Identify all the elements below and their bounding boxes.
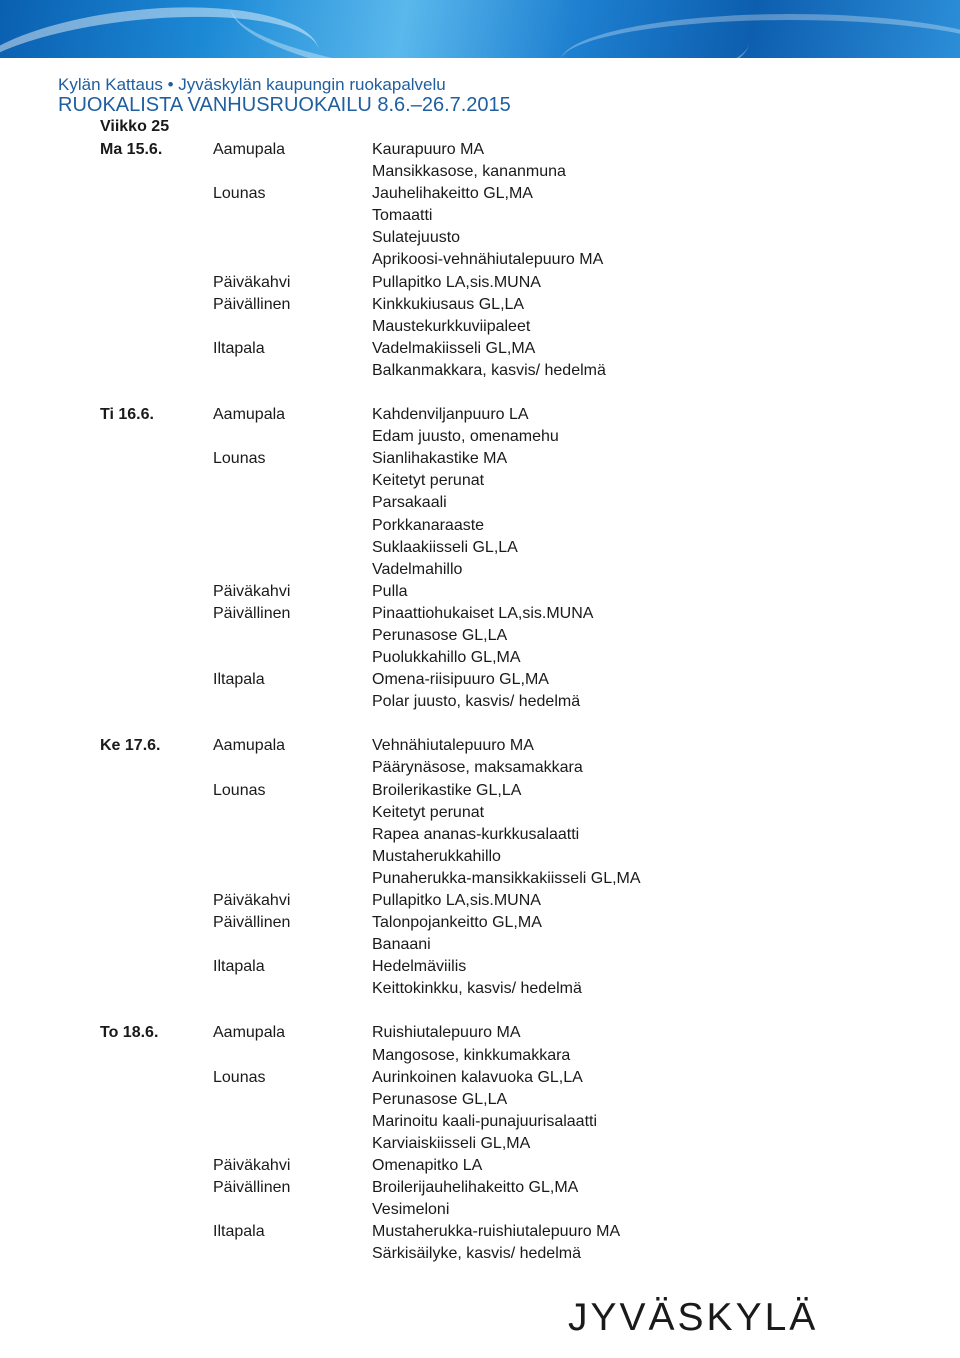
dish-item: Kaurapuuro MA [372, 141, 485, 158]
meal-row [0, 1155, 960, 1177]
dish-item: Omena-riisipuuro GL,MA [372, 671, 549, 689]
dish-item: Suklaakiisseli GL,LA [372, 538, 518, 556]
meal-name: Lounas [213, 450, 266, 468]
day-block [0, 404, 960, 713]
dish-item: Sulatejuusto [372, 229, 461, 247]
logo-text: JYVÄSKYLÄ [568, 1296, 819, 1339]
dish-item: Hedelmäviilis [372, 958, 467, 976]
menu-days [0, 139, 960, 1288]
day-block [0, 139, 960, 382]
meal-row [0, 890, 960, 912]
dish-item: Marinoitu kaali-punajuurisalaatti [372, 1112, 598, 1130]
meal-row [0, 272, 960, 294]
dish-item: Polar juusto, kasvis/ hedelmä [372, 693, 581, 711]
meal-name: Aamupala [213, 1024, 286, 1042]
dish-item: Parsakaali [372, 494, 447, 512]
meal-name: Päivällinen [213, 914, 291, 932]
meal-name: Lounas [213, 781, 266, 799]
day-block [0, 1022, 960, 1265]
dish-item: Sianlihakastike MA [372, 450, 508, 468]
dish-item: Vesimeloni [372, 1201, 450, 1219]
meal-row [0, 1022, 960, 1066]
meal-name: Iltapala [213, 671, 265, 689]
dish-item: Puolukkahillo GL,MA [372, 649, 521, 667]
dish-item: Pulla [372, 582, 408, 600]
meal-name: Päiväkahvi [213, 273, 291, 291]
meal-row [0, 581, 960, 603]
meal-name: Päiväkahvi [213, 582, 291, 600]
meal-row [0, 956, 960, 1000]
dish-item: Kinkkukiusaus GL,LA [372, 295, 525, 313]
meal-name: Lounas [213, 185, 266, 203]
meal-name: Iltapala [213, 958, 265, 976]
dish-item: Päärynäsose, maksamakkara [372, 759, 583, 777]
meal-row [0, 1221, 960, 1265]
dish-item: Broilerijauhelihakeitto GL,MA [372, 1179, 579, 1197]
dish-item: Talonpojankeitto GL,MA [372, 914, 542, 932]
meal-name: Päivällinen [213, 1179, 291, 1197]
dish-item: Keitetyt perunat [372, 803, 485, 821]
meal-name: Päiväkahvi [213, 1157, 291, 1175]
meal-name: Iltapala [213, 1223, 265, 1241]
dish-item: Aprikoosi-vehnähiutalepuuro MA [372, 251, 604, 269]
dish-item: Porkkanaraaste [372, 516, 485, 534]
day-label: Ma 15.6. [100, 141, 163, 158]
dish-item: Keitetyt perunat [372, 472, 485, 490]
jyvaskyla-logo [568, 1296, 819, 1340]
meal-row [0, 338, 960, 382]
meal-row [0, 603, 960, 669]
dish-item: Mangosose, kinkkumakkara [372, 1046, 571, 1064]
meal-row [0, 1067, 960, 1155]
day-label: Ti 16.6. [100, 406, 154, 424]
meal-row [0, 139, 960, 183]
dish-item: Edam juusto, omenamehu [372, 428, 559, 446]
dish-item: Kahdenviljanpuuro LA [372, 406, 529, 424]
dish-item: Perunasose GL,LA [372, 1090, 508, 1108]
meal-row [0, 780, 960, 890]
day-label: Ke 17.6. [100, 737, 161, 755]
meal-row [0, 1177, 960, 1221]
meal-row [0, 294, 960, 338]
dish-item: Vadelmahillo [372, 560, 463, 578]
dish-item: Särkisäilyke, kasvis/ hedelmä [372, 1245, 581, 1263]
dish-item: Vehnähiutalepuuro MA [372, 737, 534, 755]
meal-name: Aamupala [213, 141, 286, 158]
meal-name: Päivällinen [213, 604, 291, 622]
meal-name: Lounas [213, 1068, 266, 1086]
page-title: RUOKALISTA VANHUSRUOKAILU 8.6.–26.7.2015 [58, 94, 511, 116]
meal-row [0, 669, 960, 713]
meal-name: Iltapala [213, 339, 265, 357]
header-banner [0, 0, 960, 58]
meal-row [0, 448, 960, 581]
meal-name: Aamupala [213, 406, 286, 424]
meal-name: Aamupala [213, 737, 286, 755]
meal-row [0, 912, 960, 956]
dish-item: Aurinkoinen kalavuoka GL,LA [372, 1068, 583, 1086]
dish-item: Maustekurkkuviipaleet [372, 317, 531, 335]
meal-row [0, 183, 960, 271]
dish-item: Punaherukka-mansikkakiisseli GL,MA [372, 869, 641, 887]
dish-item: Pullapitko LA,sis.MUNA [372, 273, 541, 291]
meal-row [0, 404, 960, 448]
dish-item: Pinaattiohukaiset LA,sis.MUNA [372, 604, 594, 622]
dish-item: Jauhelihakeitto GL,MA [372, 185, 533, 203]
week-label: Viikko 25 [100, 118, 170, 135]
dish-item: Keittokinkku, kasvis/ hedelmä [372, 980, 582, 998]
dish-item: Tomaatti [372, 207, 433, 225]
meal-name: Päivällinen [213, 295, 291, 313]
dish-item: Mansikkasose, kananmuna [372, 163, 566, 181]
dish-item: Mustaherukka-ruishiutalepuuro MA [372, 1223, 621, 1241]
dish-item: Omenapitko LA [372, 1157, 483, 1175]
dish-item: Vadelmakiisseli GL,MA [372, 339, 536, 357]
day-block [0, 735, 960, 1000]
dish-item: Karviaiskiisseli GL,MA [372, 1134, 531, 1152]
dish-item: Ruishiutalepuuro MA [372, 1024, 521, 1042]
dish-item: Perunasose GL,LA [372, 626, 508, 644]
dish-item: Balkanmakkara, kasvis/ hedelmä [372, 361, 606, 379]
org-line: Kylän Kattaus • Jyväskylän kaupungin ruokapalvelu [58, 75, 446, 94]
dish-item: Pullapitko LA,sis.MUNA [372, 892, 541, 909]
meal-row [0, 735, 960, 779]
dish-item: Banaani [372, 936, 431, 954]
dish-item: Rapea ananas-kurkkusalaatti [372, 825, 580, 843]
meal-name: Päiväkahvi [213, 892, 291, 909]
dish-item: Mustaherukkahillo [372, 847, 501, 865]
day-label: To 18.6. [100, 1024, 159, 1042]
dish-item: Broilerikastike GL,LA [372, 781, 522, 799]
